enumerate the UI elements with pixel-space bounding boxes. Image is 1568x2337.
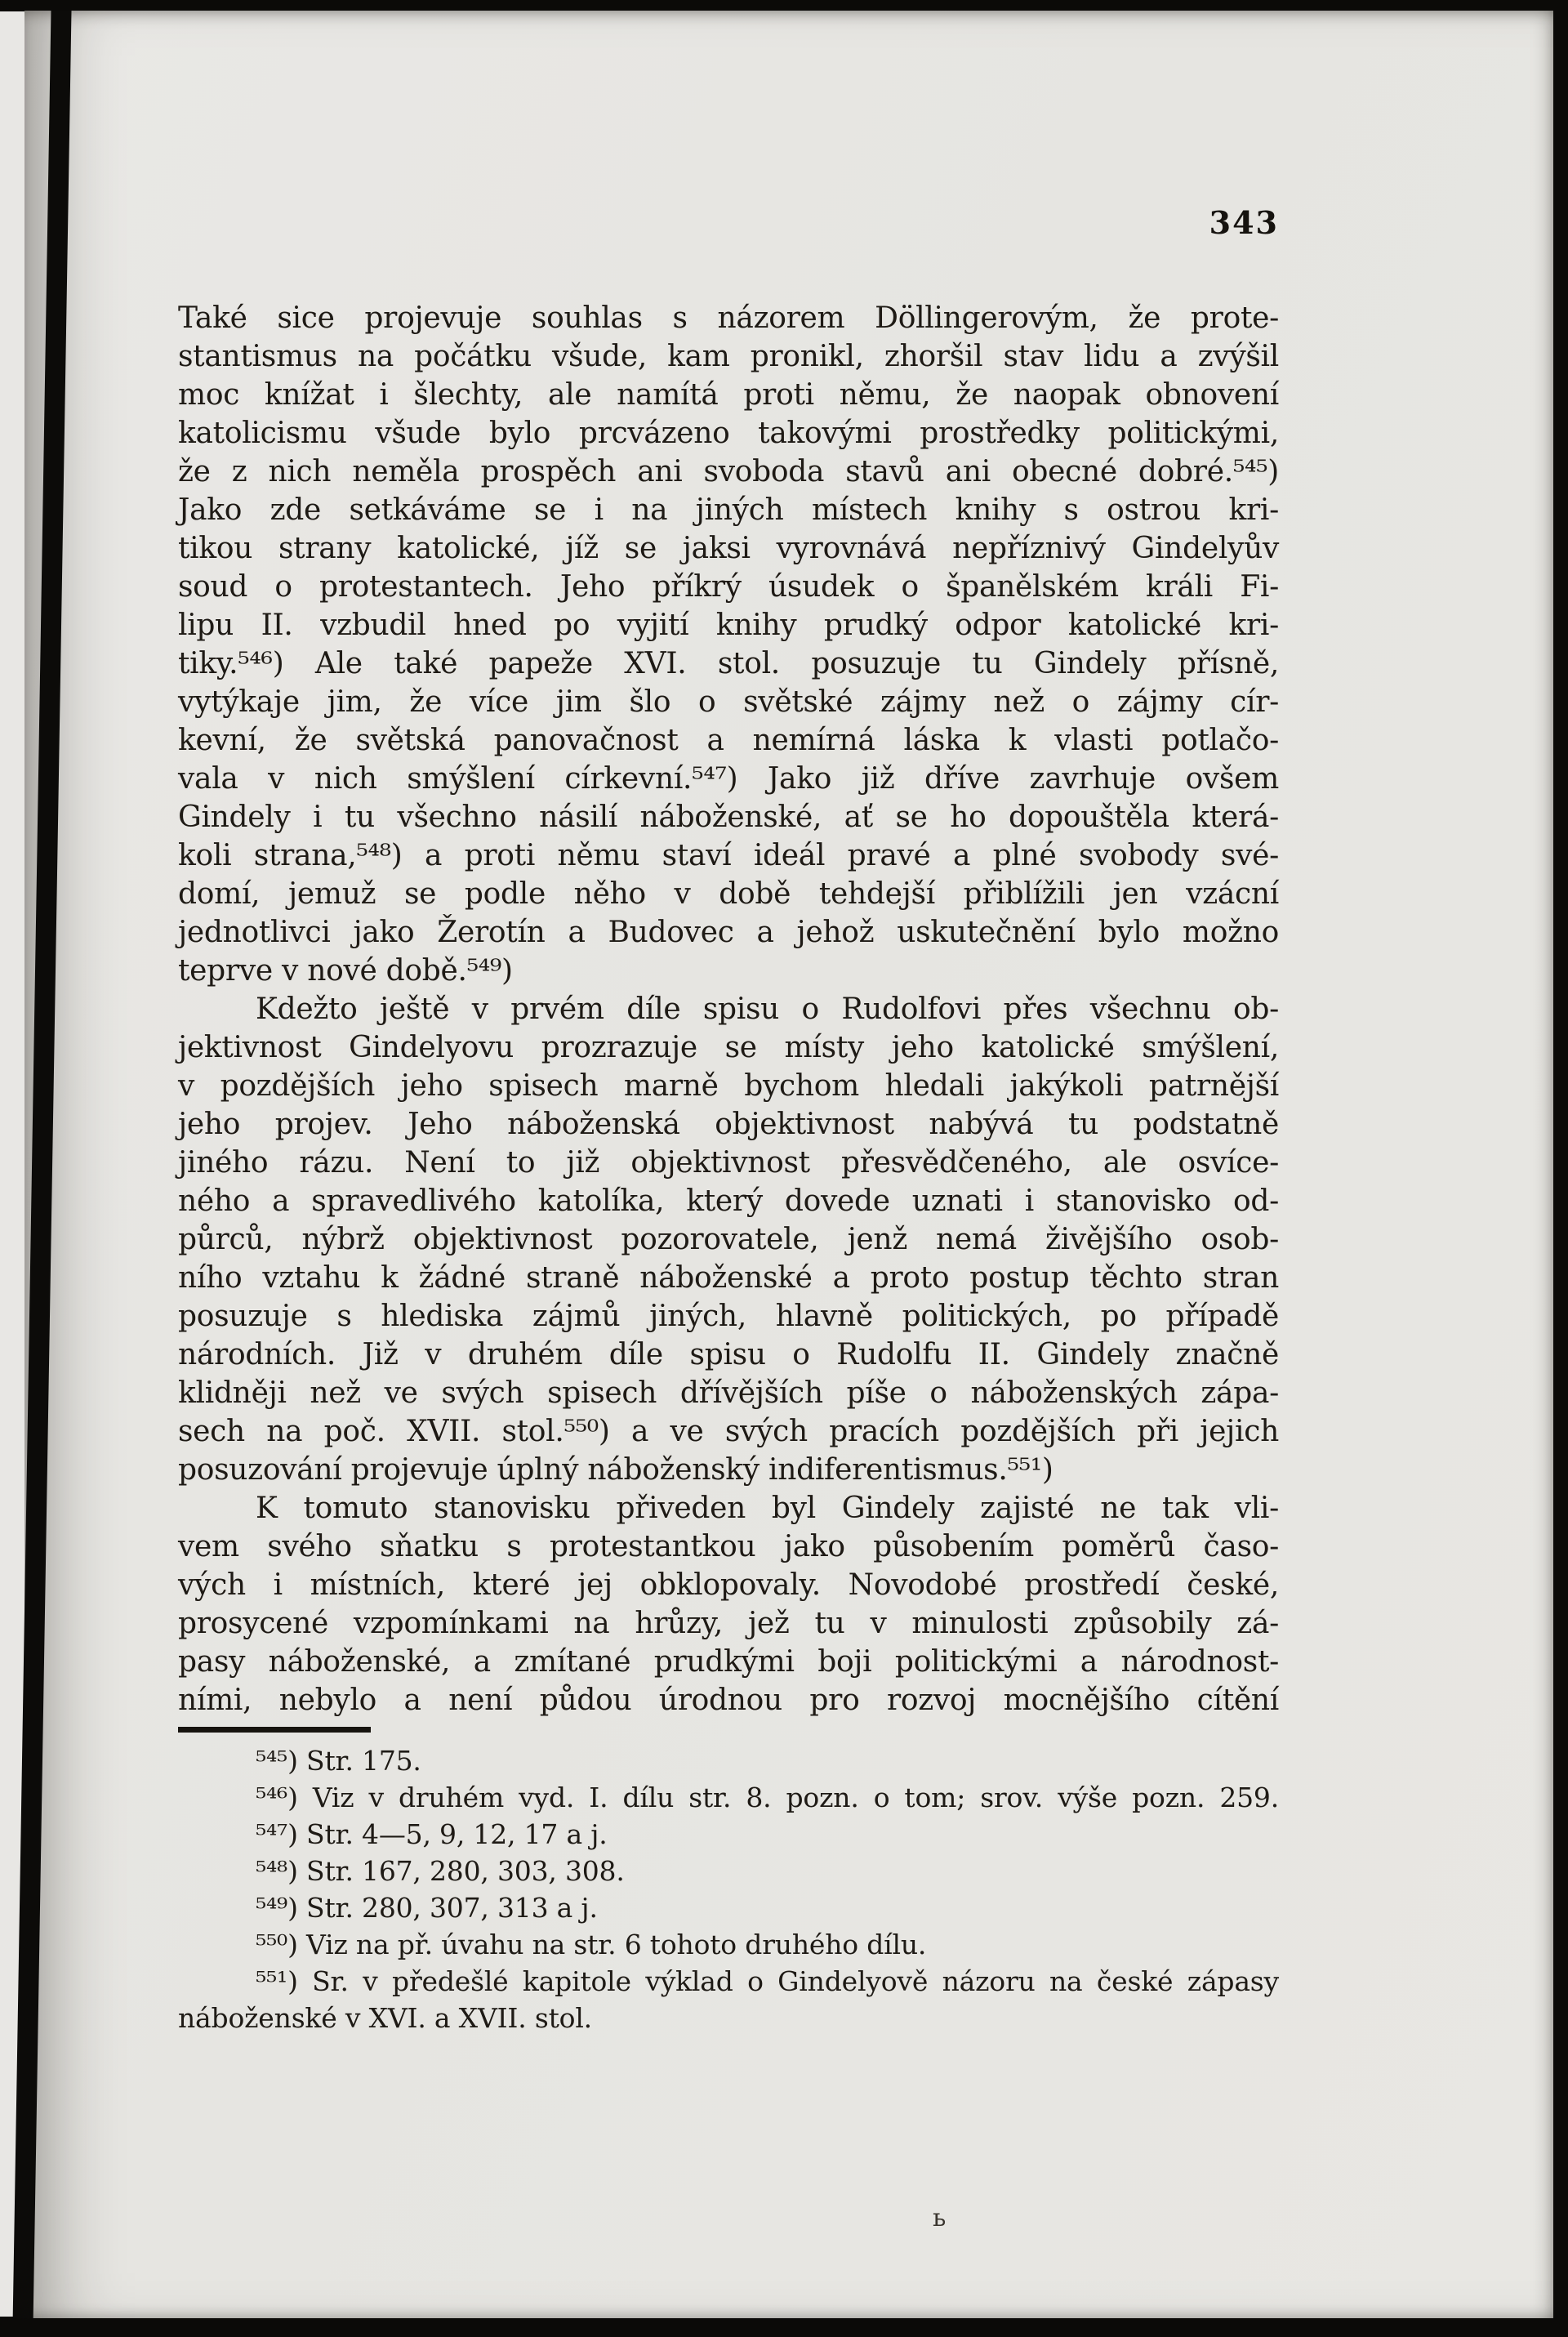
text-line: kevní, že světská panovačnost a nemírná láska k vlasti potlačo- [178, 724, 1279, 757]
footnote-line: ⁵⁴⁹) Str. 280, 307, 313 a j. [256, 1892, 598, 1924]
scan-edge-right [1553, 0, 1568, 2337]
footnote-line: ⁵⁴⁵) Str. 175. [256, 1745, 421, 1777]
text-line: Také sice projevuje souhlas s názorem Döllingerovým, že prote- [178, 301, 1279, 335]
body-text [178, 299, 1279, 1719]
text-line: posuzuje s hlediska zájmů jiných, hlavně politických, po případě [178, 1300, 1279, 1333]
text-line: pasy náboženské, a zmítané prudkými boji politickými a národnost- [178, 1645, 1279, 1679]
scan-edge-bottom [0, 2318, 1568, 2337]
text-line: národních. Již v druhém díle spisu o Rudolfu II. Gindely značně [178, 1338, 1279, 1371]
text-line: lipu II. vzbudil hned po vyjití knihy prudký odpor katolické kri- [178, 609, 1279, 642]
text-line: Kdežto ještě v prvém díle spisu o Rudolfovi přes všechnu ob- [256, 992, 1279, 1026]
footnote-line: ⁵⁴⁶) Viz v druhém vyd. I. dílu str. 8. pozn. o tom; srov. výše pozn. 259. [256, 1782, 1279, 1813]
text-line: ními, nebylo a není půdou úrodnou pro rozvoj mocnějšího cítění [178, 1684, 1279, 1717]
text-line: že z nich neměla prospěch ani svoboda stavů ani obecné dobré.⁵⁴⁵) [178, 455, 1279, 488]
text-line: jektivnost Gindelyovu prozrazuje se místy jeho katolické smýšlení, [178, 1031, 1279, 1064]
text-line: vytýkaje jim, že více jim šlo o světské zájmy než o zájmy cír- [178, 685, 1279, 719]
text-line: vých i místních, které jej obklopovaly. Novodobé prostředí české, [178, 1568, 1279, 1602]
text-line: Jako zde setkáváme se i na jiných místech knihy s ostrou kri- [178, 493, 1279, 527]
footnote-line: ⁵⁵⁰) Viz na př. úvahu na str. 6 tohoto druhého dílu. [256, 1929, 927, 1960]
footnote-line: ⁵⁴⁷) Str. 4—5, 9, 12, 17 a j. [256, 1818, 608, 1850]
footnote-separator [178, 1727, 371, 1733]
text-line: moc knížat i šlechty, ale namítá proti němu, že naopak obnovení [178, 378, 1279, 412]
text-line: jednotlivci jako Žerotín a Budovec a jehož uskutečnění bylo možno [178, 916, 1279, 949]
footnotes [178, 1742, 1279, 2036]
text-line: vala v nich smýšlení církevní.⁵⁴⁷) Jako již dříve zavrhuje ovšem [178, 762, 1279, 796]
text-line: tiky.⁵⁴⁶) Ale také papeže XVI. stol. posuzuje tu Gindely přísně, [178, 647, 1279, 680]
page-number: 343 [1209, 204, 1279, 241]
text-line: posuzování projevuje úplný náboženský indiferentismus.⁵⁵¹) [178, 1453, 1054, 1487]
footnote-line: ⁵⁴⁸) Str. 167, 280, 303, 308. [256, 1855, 625, 1887]
text-line: soud o protestantech. Jeho příkrý úsudek o španělském králi Fi- [178, 570, 1279, 604]
signature-mark: ь [933, 2204, 947, 2232]
text-line: ního vztahu k žádné straně náboženské a proto postup těchto stran [178, 1261, 1279, 1295]
text-line: Gindely i tu všechno násilí náboženské, ať se ho dopouštěla která- [178, 801, 1279, 834]
text-line: sech na poč. XVII. stol.⁵⁵⁰) a ve svých pracích pozdějších při jejich [178, 1415, 1279, 1448]
text-line: stantismus na počátku všude, kam pronikl, zhoršil stav lidu a zvýšil [178, 340, 1279, 373]
text-line: vem svého sňatku s protestantkou jako působením poměrů časo- [178, 1530, 1279, 1563]
text-line: koli strana,⁵⁴⁸) a proti němu staví ideál pravé a plné svobody své- [178, 839, 1279, 872]
footnote-line: ⁵⁵¹) Sr. v předešlé kapitole výklad o Gindelyově názoru na české zápasy [256, 1965, 1279, 1997]
text-line: jiného rázu. Není to již objektivnost přesvědčeného, ale osvíce- [178, 1146, 1279, 1180]
text-line: jeho projev. Jeho náboženská objektivnost nabývá tu podstatně [178, 1108, 1279, 1141]
footnote-line: náboženské v XVI. a XVII. stol. [178, 2002, 592, 2034]
text-line: ného a spravedlivého katolíka, který dovede uznati i stanovisko od- [178, 1184, 1279, 1218]
scan-edge-top [0, 0, 1568, 11]
text-line: klidněji než ve svých spisech dřívějších píše o náboženských zápa- [178, 1376, 1279, 1410]
text-line: domí, jemuž se podle něho v době tehdejší přiblížili jen vzácní [178, 877, 1279, 911]
text-line: prosycené vzpomínkami na hrůzy, jež tu v minulosti způsobily zá- [178, 1607, 1279, 1640]
text-line: půrců, nýbrž objektivnost pozorovatele, jenž nemá živějšího osob- [178, 1223, 1279, 1256]
text-line: K tomuto stanovisku přiveden byl Gindely zajisté ne tak vli- [256, 1492, 1279, 1525]
text-line: tikou strany katolické, jíž se jaksi vyrovnává nepříznivý Gindelyův [178, 532, 1279, 565]
text-line: teprve v nové době.⁵⁴⁹) [178, 954, 513, 988]
text-line: v pozdějších jeho spisech marně bychom hledali jakýkoli patrnější [178, 1069, 1279, 1103]
text-line: katolicismu všude bylo prcvázeno takovými prostředky politickými, [178, 417, 1279, 450]
